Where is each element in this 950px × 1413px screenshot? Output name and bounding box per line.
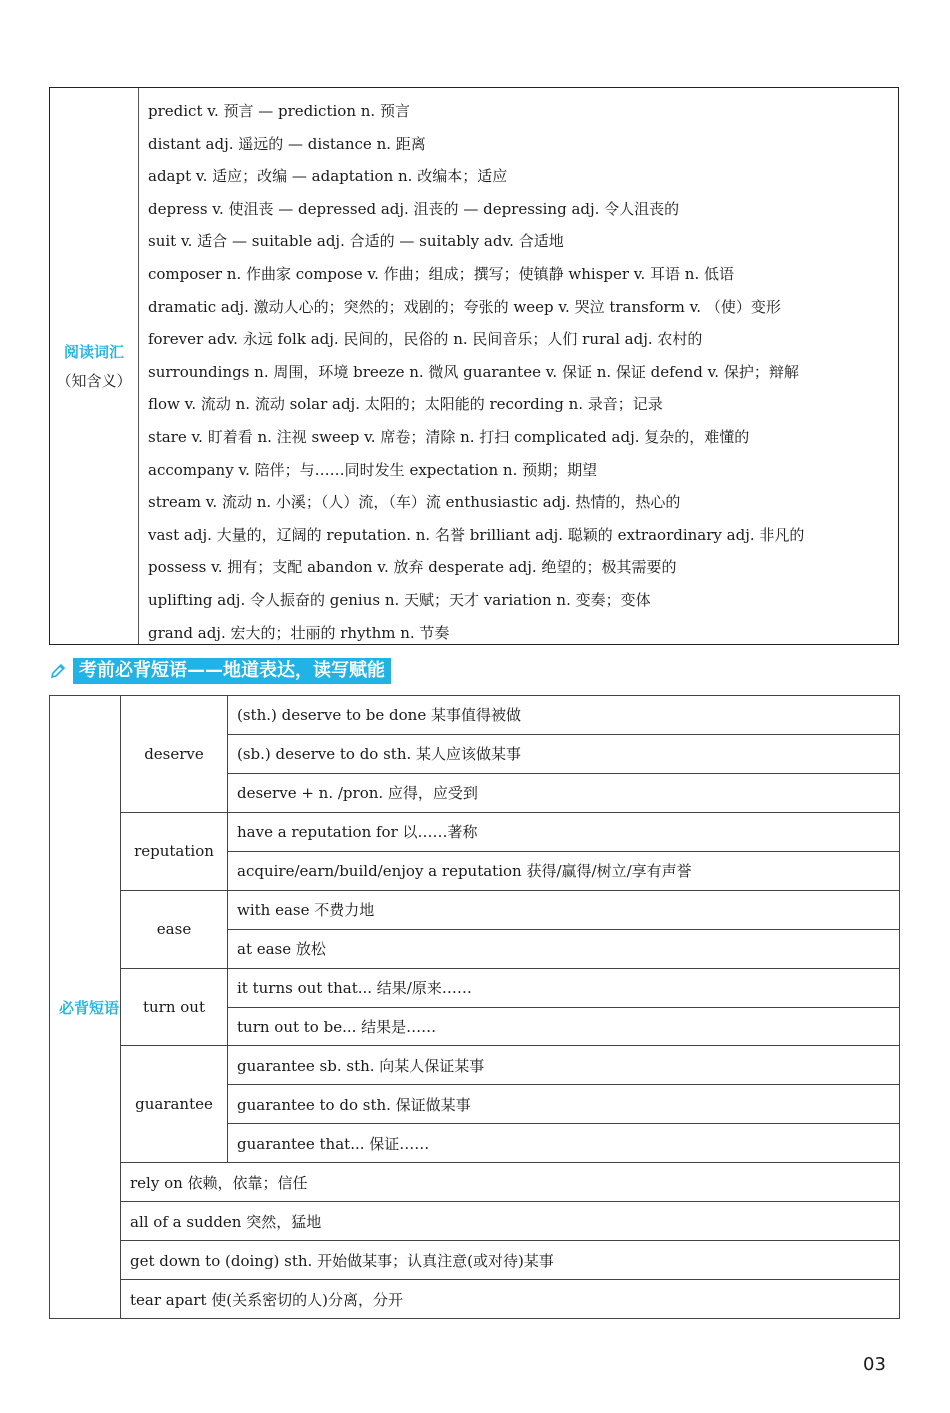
phrase-cell: deserve + n. /pron. 应得，应受到 bbox=[228, 773, 900, 812]
vocab-line: depress v. 使沮丧 — depressed adj. 沮丧的 — depressing adj. 令人沮丧的 bbox=[148, 199, 680, 218]
vocab-line: predict v. 预言 — prediction n. 预言 bbox=[148, 102, 410, 120]
phrase-cell: (sth.) deserve to be done 某事值得被做 bbox=[228, 696, 900, 735]
headword: ease bbox=[121, 890, 228, 968]
headword: deserve bbox=[121, 696, 228, 813]
phrase-cell: guarantee sb. sth. 向某人保证某事 bbox=[228, 1046, 900, 1085]
phrase-cell: turn out to be... 结果是…… bbox=[228, 1007, 900, 1046]
phrases-table bbox=[49, 695, 900, 1319]
vocab-line: uplifting adj. 令人振奋的 genius n. 天赋；天才 variation n. 变奏；变体 bbox=[148, 590, 651, 609]
phrase-cell: (sb.) deserve to do sth. 某人应该做某事 bbox=[228, 734, 900, 773]
phrase-cell: have a reputation for 以……著称 bbox=[228, 812, 900, 851]
vocab-line: surroundings n. 周围，环境 breeze n. 微风 guarantee v. 保证 n. 保证 defend v. 保护；辩解 bbox=[148, 362, 799, 381]
reading-vocab-box bbox=[49, 87, 899, 645]
vocab-line: distant adj. 遥远的 — distance n. 距离 bbox=[148, 134, 426, 153]
vocab-line: grand adj. 宏大的；壮丽的 rhythm n. 节奏 bbox=[148, 623, 450, 642]
phrase-cell: tear apart 使(关系密切的人)分离，分开 bbox=[121, 1280, 900, 1319]
vocab-line: suit v. 适合 — suitable adj. 合适的 — suitably adv. 合适地 bbox=[148, 232, 564, 251]
vocab-line: adapt v. 适应；改编 — adaptation n. 改编本；适应 bbox=[148, 167, 508, 186]
vocab-line: flow v. 流动 n. 流动 solar adj. 太阳的；太阳能的 recording n. 录音；记录 bbox=[148, 395, 663, 414]
table-row bbox=[50, 968, 900, 1007]
phrase-cell: it turns out that... 结果/原来…… bbox=[228, 968, 900, 1007]
table-row bbox=[50, 696, 900, 735]
vocab-category bbox=[50, 88, 139, 644]
table-row bbox=[50, 1202, 900, 1241]
phrase-cell: get down to (doing) sth. 开始做某事；认真注意(或对待)某事 bbox=[121, 1241, 900, 1280]
vocab-line: vast adj. 大量的，辽阔的 reputation. n. 名誉 brilliant adj. 聪颖的 extraordinary adj. 非凡的 bbox=[148, 525, 805, 544]
table-row bbox=[50, 890, 900, 929]
vocab-line: accompany v. 陪伴；与……同时发生 expectation n. 预期；期望 bbox=[148, 460, 598, 479]
phrase-cell: rely on 依赖，依靠；信任 bbox=[121, 1163, 900, 1202]
headword: guarantee bbox=[121, 1046, 228, 1163]
vocab-line: stream v. 流动 n. 小溪；（人）流，（车）流 enthusiastic adj. 热情的，热心的 bbox=[148, 493, 681, 512]
section-title: 考前必背短语——地道表达，读写赋能 bbox=[73, 658, 391, 684]
phrase-cell: at ease 放松 bbox=[228, 929, 900, 968]
phrase-cell: guarantee that... 保证…… bbox=[228, 1124, 900, 1163]
vocab-category-sublabel: （知含义） bbox=[56, 372, 132, 390]
table-row bbox=[50, 1280, 900, 1319]
phrases-category-label: 必背短语 bbox=[50, 696, 121, 1319]
phrases-section-header bbox=[49, 657, 391, 685]
headword: reputation bbox=[121, 812, 228, 890]
table-row bbox=[50, 1163, 900, 1202]
phrase-cell: guarantee to do sth. 保证做某事 bbox=[228, 1085, 900, 1124]
phrase-cell: acquire/earn/build/enjoy a reputation 获得/赢得/树立/享有声誉 bbox=[228, 851, 900, 890]
vocab-lines bbox=[148, 95, 892, 649]
vocab-line: composer n. 作曲家 compose v. 作曲；组成；撰写；使镇静 whisper v. 耳语 n. 低语 bbox=[148, 264, 735, 283]
table-row bbox=[50, 812, 900, 851]
vocab-line: possess v. 拥有；支配 abandon v. 放弃 desperate adj. 绝望的；极其需要的 bbox=[148, 558, 677, 577]
vocab-category-label: 阅读词汇 bbox=[63, 343, 124, 361]
vocab-line: dramatic adj. 激动人心的；突然的；戏剧的；夸张的 weep v. 哭泣 transform v. （使）变形 bbox=[148, 297, 781, 316]
pencil-icon bbox=[49, 662, 67, 680]
phrase-cell: with ease 不费力地 bbox=[228, 890, 900, 929]
table-row bbox=[50, 1241, 900, 1280]
headword: turn out bbox=[121, 968, 228, 1046]
page-number: 03 bbox=[863, 1354, 886, 1375]
vocab-line: stare v. 盯着看 n. 注视 sweep v. 席卷；清除 n. 打扫 complicated adj. 复杂的，难懂的 bbox=[148, 427, 750, 446]
phrase-cell: all of a sudden 突然，猛地 bbox=[121, 1202, 900, 1241]
table-row bbox=[50, 1046, 900, 1085]
vocab-line: forever adv. 永远 folk adj. 民间的，民俗的 n. 民间音乐；人们 rural adj. 农村的 bbox=[148, 330, 703, 349]
